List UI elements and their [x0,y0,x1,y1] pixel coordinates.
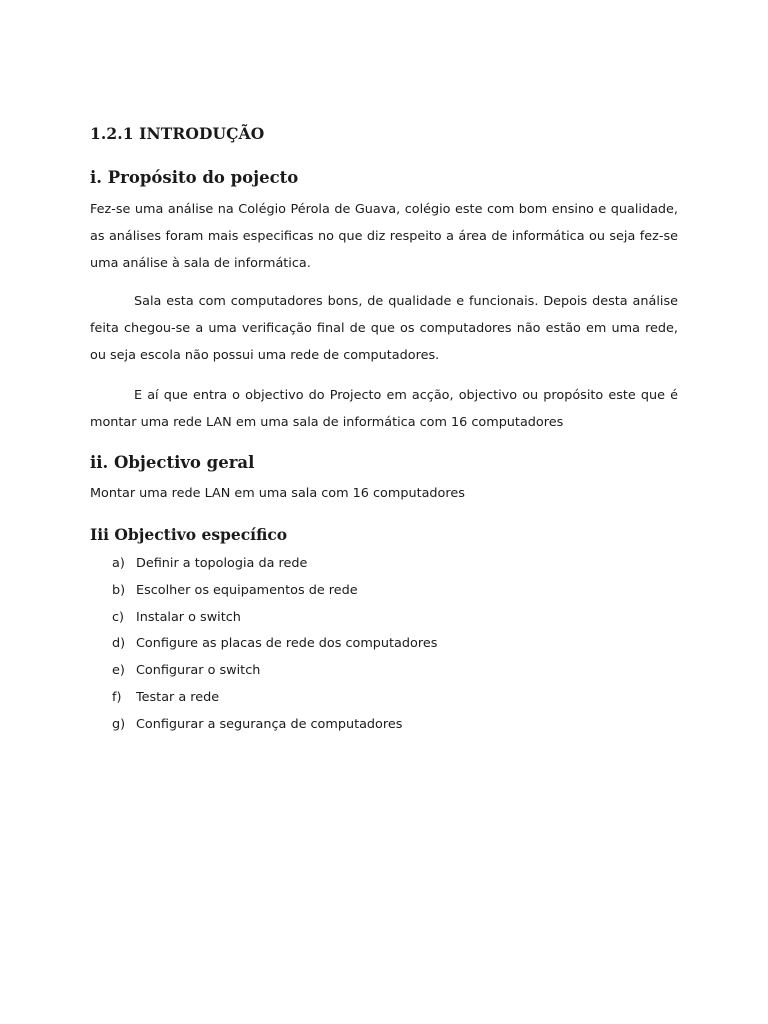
proposito-heading: i. Propósito do pojecto [90,168,299,187]
list-item-text: Definir a topologia da rede [136,556,308,571]
list-item-text: Instalar o switch [136,609,241,625]
list-marker: g) [112,716,126,732]
list-item-text: Escolher os equipamentos de rede [136,582,358,598]
list-item [112,551,437,578]
list-marker: c) [112,609,125,625]
proposito-paragraph-2: Sala esta com computadores bons, de qualidade e funcionais. Depois desta análise feita chegou-se a uma verificação final de que os computadores não estão em uma rede, ou seja escola não possui uma rede de computadores. [90,294,678,363]
list-marker: b) [112,582,126,598]
list-marker: d) [112,636,126,652]
list-item-text: Configurar o switch [136,663,261,679]
list-item [112,685,437,712]
objectivo-geral-text: Montar uma rede LAN em uma sala com 16 computadores [90,486,465,501]
objectives-list [112,551,437,739]
proposito-paragraph-3: E aí que entra o objectivo do Projecto em acção, objectivo ou propósito este que é montar uma rede LAN em uma sala de informática com 16 computadores [90,388,678,430]
list-item-text: Configurar a segurança de computadores [136,716,403,732]
proposito-paragraph-1: Fez-se uma análise na Colégio Pérola de Guava, colégio este com bom ensino e qualidade, as análises foram mais especificas no que diz respeito a área de informática ou seja fez-se uma análise à sala de informática. [90,202,678,271]
objectivo-geral-heading: ii. Objectivo geral [90,453,255,472]
list-item [112,712,437,739]
list-item [112,631,437,658]
list-item-text: Testar a rede [136,689,220,705]
objectivo-especifico-heading: Iii Objectivo específico [90,525,288,544]
list-marker: a) [112,556,125,571]
list-item-text: Configure as placas de rede dos computadores [136,636,438,652]
list-item [112,658,437,685]
section-heading: 1.2.1 INTRODUÇÃO [90,124,265,143]
list-item [112,578,437,605]
list-marker: f) [112,689,122,705]
list-marker: e) [112,663,125,679]
list-item [112,605,437,632]
